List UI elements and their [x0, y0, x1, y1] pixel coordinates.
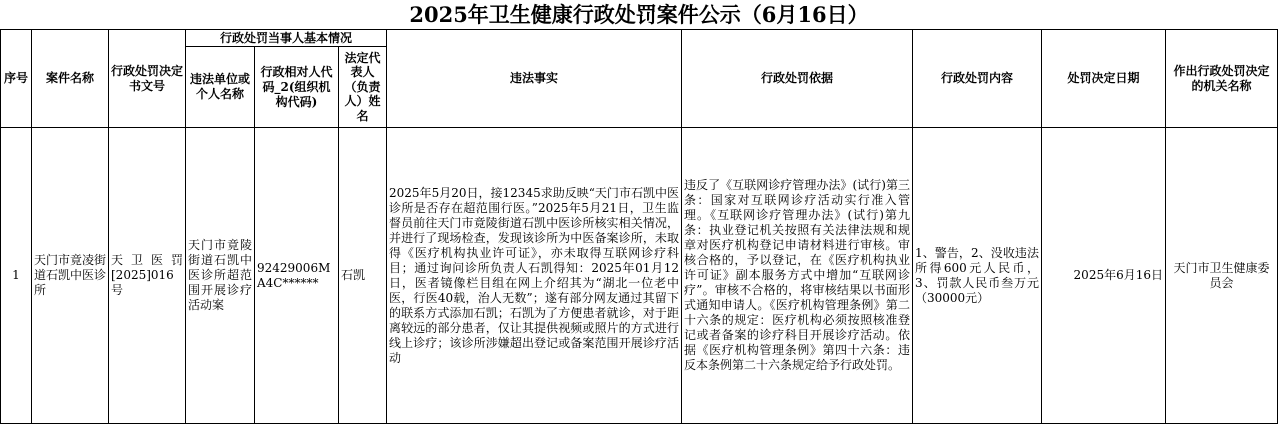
- header-basis: 行政处罚依据: [682, 30, 913, 128]
- table-row: [1, 128, 1278, 424]
- header-party-code: 行政相对人代码_2(组织机构代码): [255, 47, 339, 128]
- cell-date: 2025年6月16日: [1042, 128, 1166, 424]
- cell-content: 1、警告，2、没收违法所得600元人民币，3、罚款人民币叁万元（30000元）: [913, 128, 1042, 424]
- header-party-name: 违法单位或个人名称: [186, 47, 255, 128]
- cell-party-name: 天门市竟陵街道石凯中医诊所超范围开展诊疗活动案: [186, 128, 255, 424]
- header-case-name: 案件名称: [32, 30, 109, 128]
- cell-doc-no: 天卫医罚[2025]016号: [109, 128, 186, 424]
- penalty-table: [0, 29, 1278, 424]
- cell-legal-rep: 石凯: [339, 128, 387, 424]
- header-date: 处罚决定日期: [1042, 30, 1166, 128]
- header-row-group: [1, 30, 1278, 47]
- header-legal-rep: 法定代表人（负责人）姓名: [339, 47, 387, 128]
- cell-facts: 2025年5月20日，接12345求助反映“天门市石凯中医诊所是否存在超范围行医。”2025年5月21日，卫生监督员前往天门市竟陵街道石凯中医诊所核实相关情况，并进行了现场检查，发现该诊所为中医备案诊所，未取得《医疗机构执业许可证》，亦未取得互联网诊疗科目；通过询问诊所负责人石凯得知：2025年01月12日，医者镜像栏目组在网上介绍其为“湖北一位老中医，行医40载，治人无数”；遂有部分网友通过其留下的联系方式添加石凯；石凯为了方便患者就诊，对于距离较远的部分患者，仅让其提供视频或照片的方式进行线上诊疗；该诊所涉嫌超出登记或备案范围开展诊疗活动: [387, 128, 682, 424]
- cell-basis: 违反了《互联网诊疗管理办法》(试行)第三条：国家对互联网诊疗活动实行准入管理。《互联网诊疗管理办法》(试行)第九条：执业登记机关按照有关法律法规和规章对医疗机构登记申请材料进行审核。审核合格的，予以登记，在《医疗机构执业许可证》副本服务方式中增加“互联网诊疗”。审核不合格的，将审核结果以书面形式通知申请人。《医疗机构管理条例》第二十六条的规定：医疗机构必须按照核准登记或者备案的诊疗科目开展诊疗活动。依据《医疗机构管理条例》第四十六条：违反本条例第二十六条规定给予行政处罚。: [682, 128, 913, 424]
- header-doc-no: 行政处罚决定书文号: [109, 30, 186, 128]
- cell-case-name: 天门市竟凌街道石凯中医诊所: [32, 128, 109, 424]
- header-content: 行政处罚内容: [913, 30, 1042, 128]
- header-party-group: 行政处罚当事人基本情况: [186, 30, 387, 47]
- cell-party-code: 92429006MA4C******: [255, 128, 339, 424]
- page-title: 2025年卫生健康行政处罚案件公示（6月16日）: [409, 2, 869, 27]
- cell-seq: 1: [1, 128, 32, 424]
- cell-authority: 天门市卫生健康委员会: [1166, 128, 1278, 424]
- header-facts: 违法事实: [387, 30, 682, 128]
- header-authority: 作出行政处罚决定的机关名称: [1166, 30, 1278, 128]
- header-seq: 序号: [1, 30, 32, 128]
